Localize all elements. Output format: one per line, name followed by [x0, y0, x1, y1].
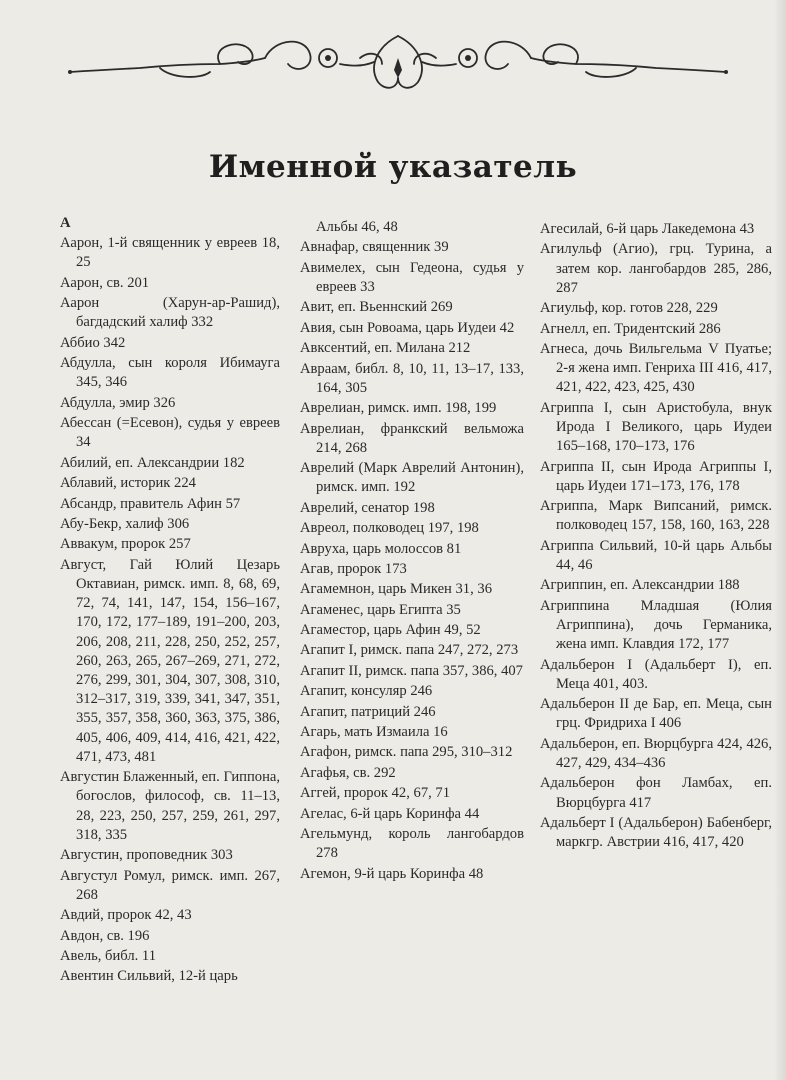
index-entry: Абилий, еп. Александрии 182: [60, 454, 245, 471]
index-entry: Агелас, 6-й царь Коринфа 44: [300, 805, 480, 822]
index-entry: Аббио 342: [60, 334, 126, 351]
index-column-3: [540, 220, 772, 854]
index-entry: Авксентий, еп. Милана 212: [300, 340, 471, 357]
index-entry: Август, Гай Юлий Цезарь Октавиан, римск. имп. 8, 68, 69, 72, 74, 141, 147, 154, 156–167, 170, 172, 177–189, 191–200, 203, 206, 208, 211, 228, 250, 252, 257, 260, 263, 265, 267–269, 271, 272, 276, 299, 301, 304, 307, 308, 310, 312–317, 319, 339, 341, 347, 351, 355, 357, 358, 360, 363, 375, 386, 405, 406, 409, 414, 416, 421, 422, 471, 473, 481: [60, 556, 280, 765]
index-entry: Абу-Бекр, халиф 306: [60, 515, 190, 532]
index-entry: Агапит, консуляр 246: [300, 683, 433, 700]
index-entry: Агриппин, еп. Александрии 188: [540, 577, 740, 594]
page-title: Именной указатель: [208, 148, 578, 185]
index-entry: Авель, библ. 11: [60, 947, 156, 964]
index-entry: Агилульф (Агио), грц. Турина, а затем кор. лангобардов 285, 286, 287: [540, 241, 772, 296]
index-entry: Августин, проповедник 303: [60, 847, 233, 864]
index-entry: Агарь, мать Измаила 16: [300, 724, 448, 741]
index-entry: Адальберт I (Адальберон) Бабенберг, маркгр. Австрии 416, 417, 420: [540, 814, 772, 851]
index-column-1: [60, 214, 280, 988]
index-entry: Авнафар, священник 39: [300, 239, 449, 256]
index-entry: Агнеса, дочь Вильгельма V Пуатье; 2-я жена имп. Генриха III 416, 417, 421, 422, 423, 425, 430: [540, 340, 772, 396]
index-entry: Агаместор, царь Афин 49, 52: [300, 622, 481, 639]
index-entry: Адальберон I (Адальберт I), еп. Меца 401, 403.: [540, 656, 772, 692]
index-entry: Агапит, патриций 246: [300, 703, 436, 720]
index-entry: Авимелех, сын Гедеона, судья у евреев 33: [300, 259, 524, 295]
index-entry: Аарон (Харун-ар-Рашид), багдадский халиф 332: [60, 295, 280, 331]
index-column-2: [300, 218, 524, 885]
floral-divider-ornament: [60, 28, 736, 98]
index-entry: Авреол, полководец 197, 198: [300, 520, 479, 537]
index-entry: Агамемнон, царь Микен 31, 36: [300, 581, 492, 598]
index-entry: Авентин Сильвий, 12-й царь: [60, 968, 238, 985]
index-entry: Агапит II, римск. папа 357, 386, 407: [300, 662, 523, 679]
index-entry: Авит, еп. Вьеннский 269: [300, 299, 453, 316]
index-entry: Аврелий, сенатор 198: [300, 499, 435, 516]
index-entry: Агриппа I, сын Аристобула, внук Ирода I Великого, царь Иудеи 165–168, 170–173, 176: [540, 399, 772, 455]
index-entry: Авдон, св. 196: [60, 927, 150, 944]
index-entry: Агиульф, кор. готов 228, 229: [540, 300, 718, 317]
index-entry: Аблавий, историк 224: [60, 475, 196, 492]
index-entry: Агельмунд, король лангобардов 278: [300, 825, 524, 862]
index-entry: Абдулла, эмир 326: [60, 394, 176, 411]
index-entry: Альбы 46, 48: [316, 219, 398, 235]
index-entry: Агафон, римск. папа 295, 310–312: [300, 744, 513, 761]
index-entry: Аврелий (Марк Аврелий Антонин), римск. имп. 192: [300, 460, 524, 496]
index-entry: Адальберон фон Ламбах, еп. Вюрцбурга 417: [540, 775, 772, 811]
index-entry: Аврелиан, франкский вельможа 214, 268: [300, 420, 524, 456]
index-entry: Августул Ромул, римск. имп. 267, 268: [60, 867, 280, 903]
index-entry: Агриппа Сильвий, 10-й царь Альбы 44, 46: [540, 537, 772, 573]
index-entry: Адальберон, еп. Вюрцбурга 424, 426, 427, 429, 434–436: [540, 735, 772, 771]
index-entry: Аарон, 1-й священник у евреев 18, 25: [60, 235, 280, 271]
index-entry: Аарон, св. 201: [60, 274, 150, 291]
index-entry: Абдулла, сын короля Ибимауга 345, 346: [60, 355, 280, 391]
index-entry: Авдий, пророк 42, 43: [60, 907, 192, 924]
index-letter-heading: А: [60, 215, 71, 231]
index-entry: Агаменес, царь Египта 35: [300, 601, 461, 618]
index-entry: Агриппа, Марк Випсаний, римск. полководец 157, 158, 160, 163, 228: [540, 498, 772, 534]
index-entry: Аггей, пророк 42, 67, 71: [300, 785, 451, 802]
index-entry: Абсандр, правитель Афин 57: [60, 495, 241, 512]
index-entry: Аврелиан, римск. имп. 198, 199: [300, 400, 497, 417]
index-entry: Агемон, 9-й царь Коринфа 48: [300, 865, 484, 882]
index-entry: Агафья, св. 292: [300, 764, 396, 781]
index-entry: Агапит I, римск. папа 247, 272, 273: [300, 642, 519, 659]
index-entry: Агесилай, 6-й царь Лакедемона 43: [540, 221, 755, 237]
index-entry: Аввакум, пророк 257: [60, 536, 191, 553]
index-entry: Авия, сын Ровоама, царь Иудеи 42: [300, 319, 515, 336]
index-entry: Агав, пророк 173: [300, 560, 407, 577]
index-entry: Августин Блаженный, еп. Гиппона, богослов, философ, св. 11–13, 28, 223, 250, 257, 259, 261, 297, 318, 335: [60, 769, 280, 843]
page-spine-shadow: [774, 0, 786, 1080]
index-entry: Агнелл, еп. Тридентский 286: [540, 320, 721, 337]
index-entry: Адальберон II де Бар, еп. Меца, сын грц. Фридриха I 406: [540, 696, 772, 732]
index-entry: Абессан (=Есевон), судья у евреев 34: [60, 415, 280, 451]
index-entry: Авруха, царь молоссов 81: [300, 540, 462, 557]
index-entry: Агриппа II, сын Ирода Агриппы I, царь Иудеи 171–173, 176, 178: [540, 458, 772, 494]
index-entry: Агриппина Младшая (Юлия Агриппина), дочь Германика, жена имп. Клавдия 172, 177: [540, 597, 772, 653]
index-entry: Авраам, библ. 8, 10, 11, 13–17, 133, 164, 305: [300, 360, 524, 396]
